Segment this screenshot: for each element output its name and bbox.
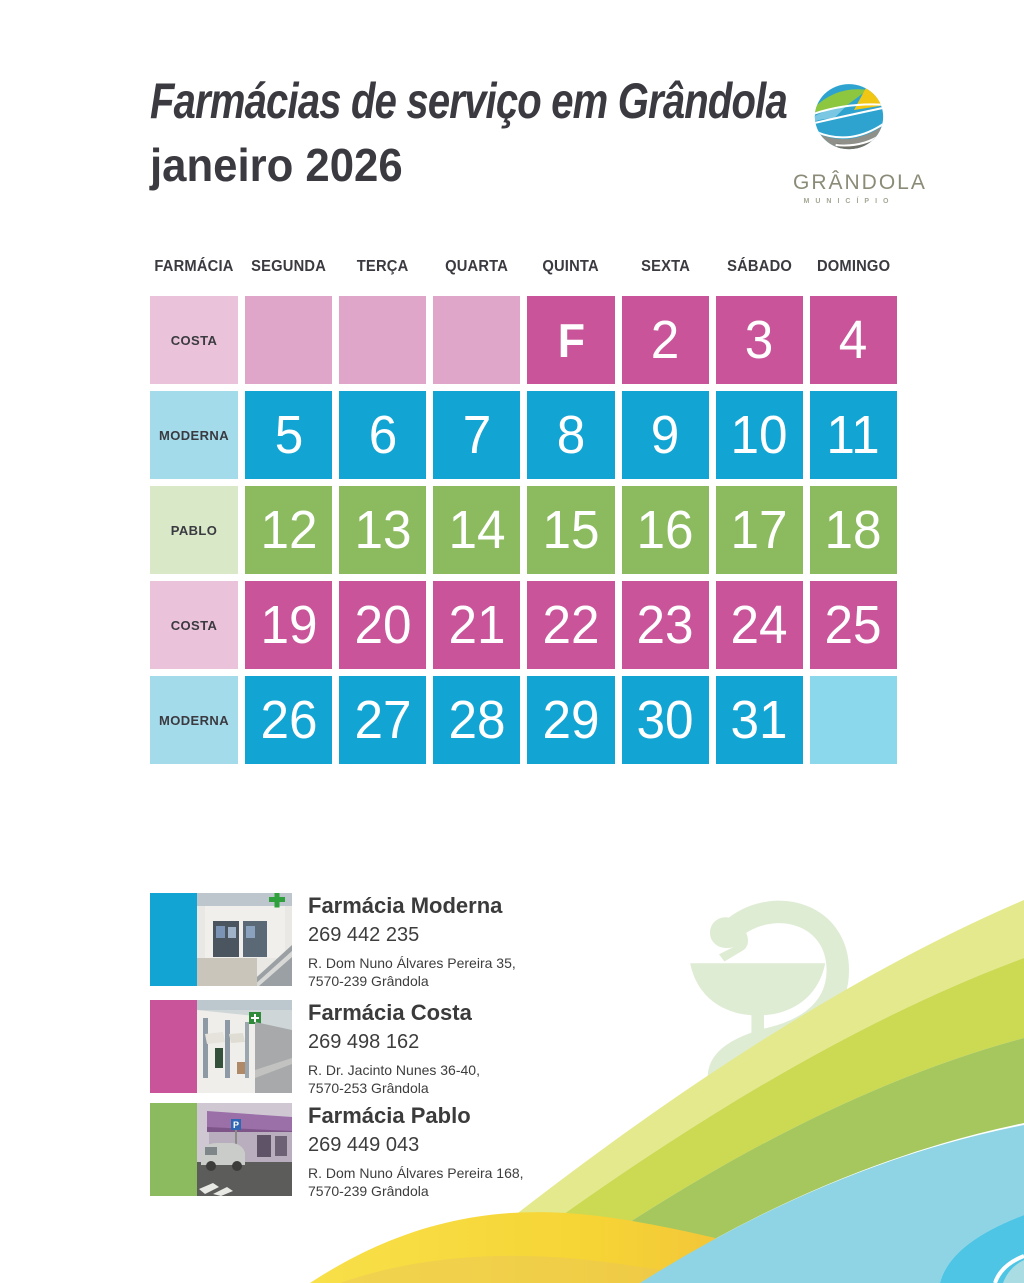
day-number: 25 [824,595,882,655]
calendar-pharmacy-label: MODERNA [150,676,238,764]
day-number: 9 [650,405,680,465]
day-number: 17 [730,500,788,560]
calendar-day-18 [810,486,897,574]
calendar-day-24 [716,581,803,669]
address-line-2: 7570-239 Grândola [308,1183,429,1200]
logo-subtitle: MUNICÍPIO [803,198,895,205]
day-number: 28 [448,690,506,750]
calendar-week-row [150,391,897,479]
calendar-pharmacy-label: PABLO [150,486,238,574]
day-number: 23 [636,595,694,655]
day-number: 22 [542,595,600,655]
municipality-logo [793,78,927,205]
calendar-day-29 [527,676,614,764]
calendar-day-17 [716,486,803,574]
day-number: 10 [730,405,788,465]
calendar-column-header-sábado: SÁBADO [726,258,792,275]
calendar-day-19 [245,581,332,669]
calendar-week-row [150,676,897,764]
calendar-empty-cell [339,296,426,384]
calendar-day-31 [716,676,803,764]
calendar-day-8 [527,391,614,479]
calendar-week-row [150,296,897,384]
grandola-logo-icon [799,78,899,162]
calendar-day-13 [339,486,426,574]
calendar-header-row [150,258,897,276]
day-number: 8 [556,405,586,465]
day-number: 20 [354,595,412,655]
calendar-week-row [150,486,897,574]
day-number: 7 [462,405,492,465]
day-number: 16 [636,500,694,560]
calendar-column-header-quarta: QUARTA [445,258,509,275]
calendar-day-21 [433,581,520,669]
calendar-column-header-farmacia: FARMÁCIA [154,258,234,275]
calendar-day-5 [245,391,332,479]
day-number: 27 [354,690,412,750]
pharmacy-name: Farmácia Pablo [308,1103,471,1128]
calendar-pharmacy-label: COSTA [150,581,238,669]
calendar-day-9 [622,391,709,479]
calendar-day-4 [810,296,897,384]
day-number: 2 [650,310,680,370]
day-number: 31 [730,690,788,750]
pharmacy-phone: 269 442 235 [308,924,420,947]
day-number: 15 [542,500,600,560]
page-subtitle: janeiro 2026 [150,139,403,191]
pharmacy-name: Farmácia Costa [308,1000,472,1025]
calendar-day-7 [433,391,520,479]
day-number: 24 [730,595,788,655]
day-number: 19 [260,595,318,655]
calendar-day-10 [716,391,803,479]
day-number: 30 [636,690,694,750]
address-line-1: R. Dr. Jacinto Nunes 36-40, [308,1062,480,1079]
calendar-column-header-sexta: SEXTA [640,258,690,275]
calendar-day-6 [339,391,426,479]
calendar-empty-cell [245,296,332,384]
calendar-column-header-domingo: DOMINGO [816,258,891,275]
day-number: 4 [839,310,868,370]
day-number: 21 [448,595,506,655]
address-line-2: 7570-253 Grândola [308,1080,429,1097]
address-line-2: 7570-239 Grândola [308,973,429,990]
day-number: F [557,313,585,367]
pharmacy-phone: 269 498 162 [308,1031,420,1054]
calendar-day-2 [622,296,709,384]
day-number: 12 [260,500,318,560]
day-number: 26 [260,690,318,750]
address-line-1: R. Dom Nuno Álvares Pereira 168, [308,1165,524,1182]
page-title: Farmácias de serviço em Grândola [150,73,787,129]
calendar-day-16 [622,486,709,574]
calendar-holiday-cell [527,296,614,384]
day-number: 5 [274,405,303,465]
address-line-1: R. Dom Nuno Álvares Pereira 35, [308,955,516,972]
calendar-day-23 [622,581,709,669]
decorative-wave-graphic [0,863,1024,1283]
logo-name: GRÂNDOLA [793,171,927,194]
day-number: 11 [826,405,881,465]
day-number: 3 [745,310,774,370]
calendar-day-3 [716,296,803,384]
pharmacy-name: Farmácia Moderna [308,893,503,918]
calendar-day-25 [810,581,897,669]
calendar-column-header-segunda: SEGUNDA [251,258,327,275]
calendar-day-14 [433,486,520,574]
calendar-day-20 [339,581,426,669]
calendar-day-15 [527,486,614,574]
calendar-pharmacy-label: MODERNA [150,391,238,479]
day-number: 13 [354,500,412,560]
calendar-column-header-quinta: QUINTA [542,258,600,275]
calendar-empty-cell [433,296,520,384]
calendar-day-28 [433,676,520,764]
calendar-column-header-terça: TERÇA [356,258,409,275]
calendar-pharmacy-label: COSTA [150,296,238,384]
calendar-day-12 [245,486,332,574]
calendar-day-30 [622,676,709,764]
day-number: 18 [824,500,882,560]
day-number: 6 [368,405,397,465]
day-number: 14 [448,500,506,560]
calendar-empty-cell [810,676,897,764]
calendar-week-row [150,581,897,669]
day-number: 29 [542,690,600,750]
calendar-day-27 [339,676,426,764]
duty-calendar [150,296,897,771]
calendar-day-26 [245,676,332,764]
svg-text:P: P [232,1120,240,1130]
calendar-day-22 [527,581,614,669]
pharmacy-phone: 269 449 043 [308,1134,420,1157]
calendar-day-11 [810,391,897,479]
